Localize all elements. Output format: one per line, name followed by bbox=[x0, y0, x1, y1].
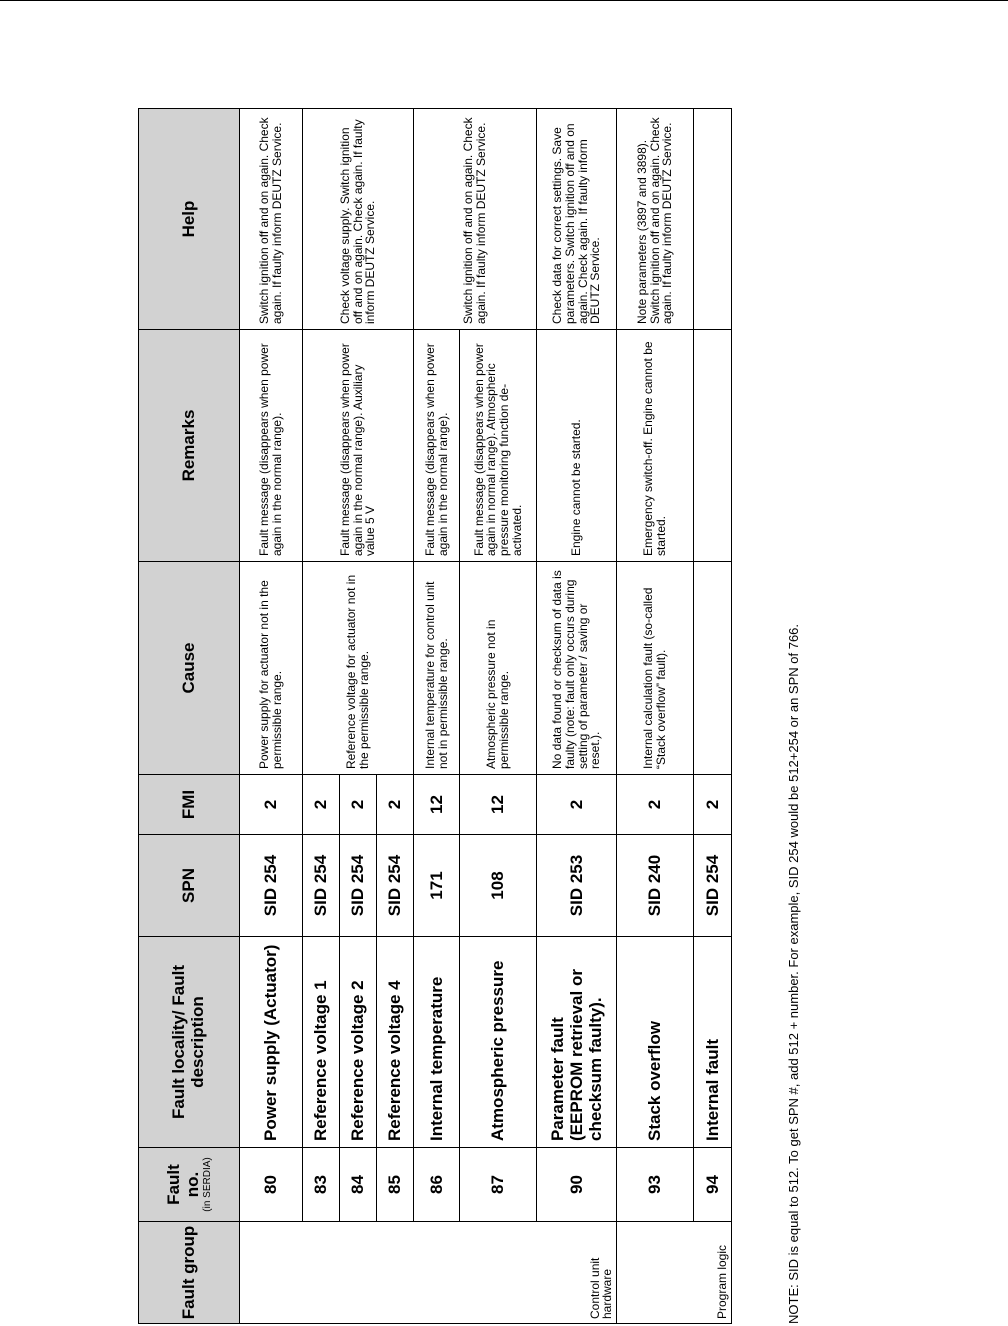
header-cause: Cause bbox=[139, 562, 240, 775]
header-fault-locality: Fault locality/ Fault description bbox=[139, 937, 240, 1148]
fault-description: Parameter fault (EEPROM retrieval or checksum faulty). bbox=[537, 937, 617, 1148]
header-fault-no-sub: (in SERDIA) bbox=[202, 1157, 214, 1212]
help-text: Check voltage supply. Switch ignition off and on again. Check again. If faulty inform DEUTZ Service. bbox=[303, 109, 414, 330]
top-rule bbox=[0, 0, 1008, 1]
fault-no: 85 bbox=[377, 1148, 414, 1222]
fault-description: Power supply (Actuator) bbox=[240, 937, 303, 1148]
spn-value: SID 253 bbox=[537, 835, 617, 937]
fault-description: Internal fault bbox=[694, 937, 732, 1148]
cause-text: Power supply for actuator not in the permissible range. bbox=[240, 562, 303, 775]
cause-text: Atmospheric pressure not in permissible range. bbox=[460, 562, 537, 775]
header-fault-no-label: Fault no. bbox=[163, 1164, 202, 1205]
fault-table bbox=[138, 108, 732, 1324]
fault-description: Reference voltage 1 bbox=[303, 937, 340, 1148]
table-row bbox=[414, 109, 460, 1324]
fmi-value: 2 bbox=[617, 775, 694, 835]
fault-description: Stack overflow bbox=[617, 937, 694, 1148]
table-row bbox=[617, 109, 694, 1324]
header-row bbox=[139, 109, 240, 1324]
fault-no: 90 bbox=[537, 1148, 617, 1222]
remarks-text: Fault message (disappears when power again in the normal range). bbox=[414, 330, 460, 562]
cause-text: Internal temperature for control unit not in permissible range. bbox=[414, 562, 460, 775]
cause-text: No data found or checksum of data is faulty (note: fault only occurs during setting of parameter / saving or reset.). bbox=[537, 562, 617, 775]
fmi-value: 2 bbox=[340, 775, 377, 835]
header-help: Help bbox=[139, 109, 240, 330]
remarks-text: Emergency switch-off. Engine cannot be started. bbox=[617, 330, 694, 562]
fault-no: 87 bbox=[460, 1148, 537, 1222]
header-fault-no bbox=[139, 1148, 240, 1222]
table-row bbox=[303, 109, 340, 1324]
fault-no: 84 bbox=[340, 1148, 377, 1222]
table-row bbox=[240, 109, 303, 1324]
fault-description: Internal temperature bbox=[414, 937, 460, 1148]
spn-value: 108 bbox=[460, 835, 537, 937]
fault-no: 80 bbox=[240, 1148, 303, 1222]
fault-no: 93 bbox=[617, 1148, 694, 1222]
spn-value: 171 bbox=[414, 835, 460, 937]
rotated-page bbox=[138, 109, 801, 1324]
fmi-value: 2 bbox=[303, 775, 340, 835]
remarks-text bbox=[694, 330, 732, 562]
header-spn: SPN bbox=[139, 835, 240, 937]
fault-description: Atmospheric pressure bbox=[460, 937, 537, 1148]
help-text: Switch ignition off and on again. Check again. If faulty inform DEUTZ Service. bbox=[240, 109, 303, 330]
remarks-text: Fault message (disappears when power again in the normal range). Auxiliary value 5 V bbox=[303, 330, 414, 562]
group-program-logic: Program logic bbox=[617, 1222, 732, 1324]
fmi-value: 12 bbox=[460, 775, 537, 835]
help-text: Check data for correct settings. Save parameters. Switch ignition off and on again. Check again. If faulty inform DEUTZ Service. bbox=[537, 109, 617, 330]
header-fault-group: Fault group bbox=[139, 1222, 240, 1324]
fault-no: 83 bbox=[303, 1148, 340, 1222]
fmi-value: 2 bbox=[537, 775, 617, 835]
fmi-value: 2 bbox=[694, 775, 732, 835]
table-row bbox=[537, 109, 617, 1324]
help-text bbox=[694, 109, 732, 330]
remarks-text: Engine cannot be started. bbox=[537, 330, 617, 562]
help-text: Switch ignition off and on again. Check again. If faulty inform DEUTZ Service. bbox=[414, 109, 537, 330]
table-row bbox=[694, 109, 732, 1324]
remarks-text: Fault message (disappears when power again in normal range). Atmospheric pressure monitoring function de-activated. bbox=[460, 330, 537, 562]
fmi-value: 2 bbox=[377, 775, 414, 835]
fmi-value: 12 bbox=[414, 775, 460, 835]
help-text: Note parameters (3897 and 3898). Switch ignition off and on again. Check again. If faulty inform DEUTZ Service. bbox=[617, 109, 694, 330]
spn-value: SID 254 bbox=[303, 835, 340, 937]
fault-no: 94 bbox=[694, 1148, 732, 1222]
cause-text: Reference voltage for actuator not in the permissible range. bbox=[303, 562, 414, 775]
spn-value: SID 254 bbox=[694, 835, 732, 937]
spn-value: SID 254 bbox=[240, 835, 303, 937]
spn-value: SID 254 bbox=[377, 835, 414, 937]
header-remarks: Remarks bbox=[139, 330, 240, 562]
header-fmi: FMI bbox=[139, 775, 240, 835]
cause-text: Internal calculation fault (so-called “Stack overflow” fault). bbox=[617, 562, 694, 775]
remarks-text: Fault message (disappears when power again in the normal range). bbox=[240, 330, 303, 562]
fmi-value: 2 bbox=[240, 775, 303, 835]
fault-no: 86 bbox=[414, 1148, 460, 1222]
spn-value: SID 254 bbox=[340, 835, 377, 937]
group-control-unit-hardware: Control unit hardware bbox=[240, 1222, 617, 1324]
footnote: NOTE: SID is equal to 512. To get SPN #, add 512 + number. For example, SID 254 would be 512+254 or an SPN of 766. bbox=[786, 623, 801, 1324]
spn-value: SID 240 bbox=[617, 835, 694, 937]
fault-description: Reference voltage 2 bbox=[340, 937, 377, 1148]
cause-text bbox=[694, 562, 732, 775]
fault-description: Reference voltage 4 bbox=[377, 937, 414, 1148]
